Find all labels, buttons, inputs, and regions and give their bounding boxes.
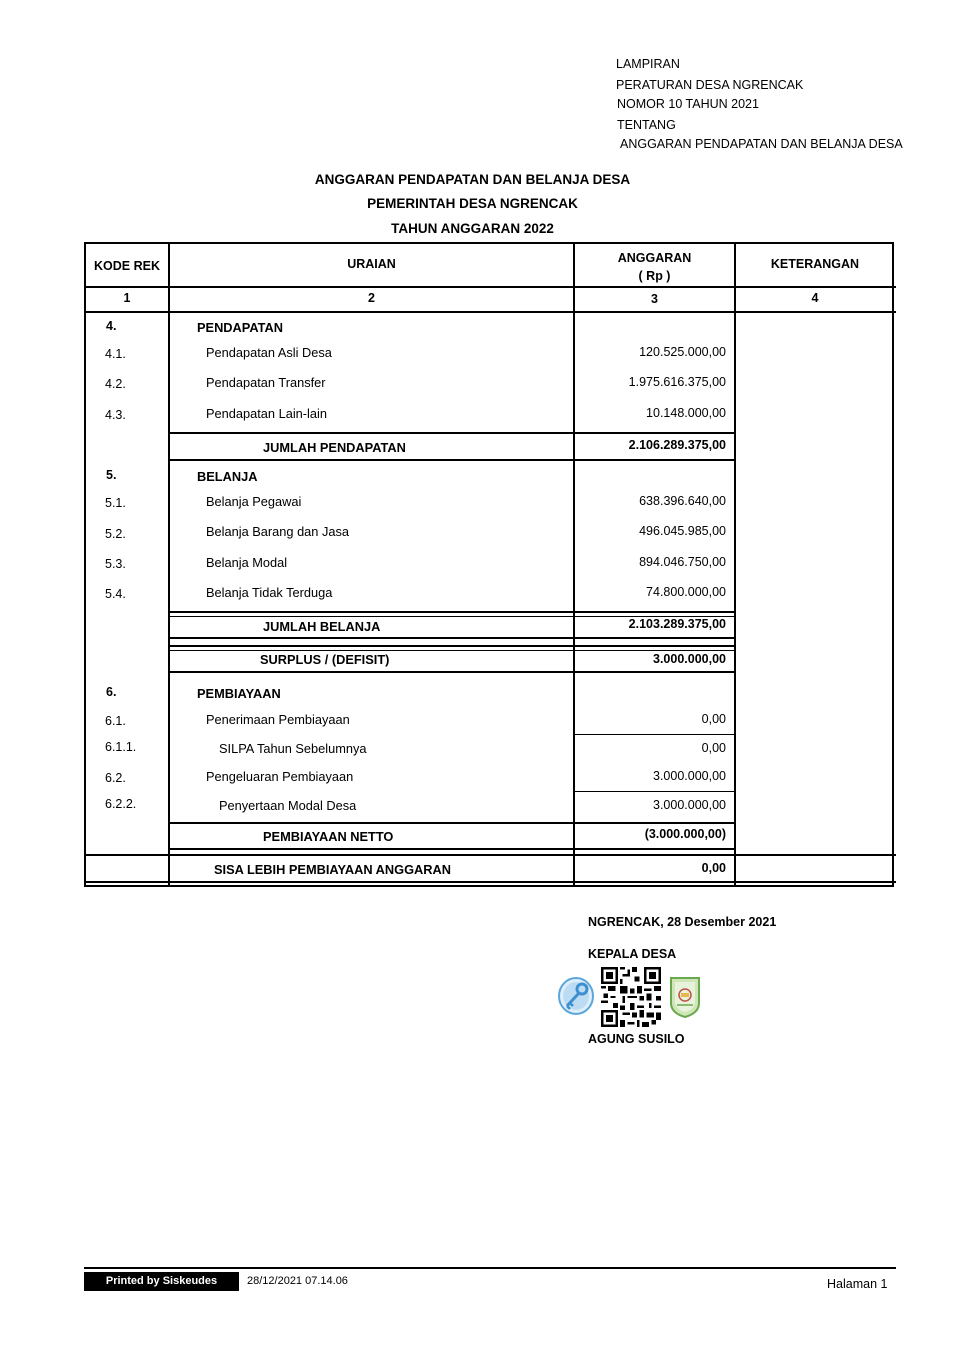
table-divider — [170, 459, 735, 461]
row-label: Pengeluaran Pembiayaan — [206, 769, 354, 784]
section-label: PEMBIAYAAN — [197, 686, 281, 701]
table-divider — [575, 791, 735, 792]
section-label: BELANJA — [197, 469, 258, 484]
row-label: SILPA Tahun Sebelumnya — [219, 741, 367, 756]
printed-by-label: Printed by Siskeudes — [84, 1272, 239, 1291]
row-label: Pendapatan Transfer — [206, 375, 326, 390]
column-number: 4 — [811, 291, 819, 305]
document-title: ANGGARAN PENDAPATAN DAN BELANJA DESA — [314, 172, 631, 187]
row-value: 0,00 — [701, 741, 726, 755]
table-divider — [170, 645, 735, 647]
table-divider — [84, 854, 896, 856]
table-divider — [170, 822, 735, 824]
row-label: Belanja Barang dan Jasa — [206, 524, 350, 539]
document-subtitle: PEMERINTAH DESA NGRENCAK — [367, 196, 578, 211]
surplus-value: 3.000.000,00 — [653, 652, 726, 666]
section-code: 4. — [106, 319, 117, 333]
seal-icon — [557, 976, 595, 1016]
total-value: 2.106.289.375,00 — [628, 438, 726, 452]
row-value: 120.525.000,00 — [639, 345, 726, 359]
table-divider — [84, 286, 896, 288]
row-value: 10.148.000,00 — [646, 406, 726, 420]
section-label: PENDAPATAN — [197, 320, 284, 335]
table-divider — [170, 637, 735, 639]
page-number: Halaman 1 — [827, 1277, 888, 1291]
header-uraian: URAIAN — [347, 257, 396, 271]
row-value: 3.000.000,00 — [653, 798, 726, 812]
row-label: Pendapatan Asli Desa — [206, 345, 332, 360]
qr-code-icon — [601, 967, 661, 1027]
row-code: 6.1. — [105, 714, 126, 728]
row-code: 6.1.1. — [105, 740, 137, 754]
row-value: 0,00 — [701, 712, 726, 726]
row-code: 6.2.2. — [105, 797, 137, 811]
row-label: Belanja Modal — [206, 555, 288, 570]
table-divider — [170, 650, 735, 651]
lampiran-line: LAMPIRAN — [616, 57, 680, 71]
total-value: (3.000.000,00) — [644, 827, 726, 841]
row-value: 74.800.000,00 — [646, 585, 726, 599]
column-number: 1 — [123, 291, 131, 305]
header-kode-rek: KODE REK — [94, 259, 160, 273]
print-timestamp: 28/12/2021 07.14.06 — [247, 1275, 348, 1287]
header-keterangan: KETERANGAN — [770, 257, 860, 271]
lampiran-line: PERATURAN DESA NGRENCAK — [616, 78, 804, 92]
table-divider — [170, 432, 735, 434]
total-value: 2.103.289.375,00 — [628, 617, 726, 631]
total-label: JUMLAH PENDAPATAN — [263, 440, 406, 455]
total-label: JUMLAH BELANJA — [263, 619, 381, 634]
row-code: 4.2. — [105, 377, 126, 391]
row-label: Belanja Pegawai — [206, 494, 302, 509]
total-label: PEMBIAYAAN NETTO — [263, 829, 394, 844]
signature-place-date: NGRENCAK, 28 Desember 2021 — [588, 915, 777, 929]
section-code: 5. — [106, 468, 117, 482]
table-divider — [170, 611, 735, 613]
document-year: TAHUN ANGGARAN 2022 — [391, 221, 554, 236]
header-anggaran: ANGGARAN — [617, 251, 692, 265]
row-value: 1.975.616.375,00 — [628, 375, 726, 389]
lampiran-line: ANGGARAN PENDAPATAN DAN BELANJA DESA — [620, 137, 903, 151]
row-label: Penyertaan Modal Desa — [219, 798, 357, 813]
table-divider — [170, 848, 735, 850]
row-code: 5.2. — [105, 527, 126, 541]
header-anggaran-unit: ( Rp ) — [638, 269, 671, 283]
surplus-label: SURPLUS / (DEFISIT) — [260, 652, 390, 667]
row-code: 5.1. — [105, 496, 126, 510]
row-label: Pendapatan Lain-lain — [206, 406, 327, 421]
row-value: 496.045.985,00 — [639, 524, 726, 538]
row-value: 638.396.640,00 — [639, 494, 726, 508]
row-code: 4.3. — [105, 408, 126, 422]
signature-role: KEPALA DESA — [588, 947, 677, 961]
regency-emblem-icon — [668, 975, 702, 1019]
row-code: 6.2. — [105, 771, 126, 785]
row-label: Belanja Tidak Terduga — [206, 585, 333, 600]
lampiran-line: TENTANG — [617, 118, 676, 132]
row-label: Penerimaan Pembiayaan — [206, 712, 350, 727]
table-divider — [168, 242, 170, 887]
signature-name: AGUNG SUSILO — [588, 1032, 685, 1046]
column-number: 3 — [651, 292, 658, 306]
row-code: 5.3. — [105, 557, 126, 571]
table-divider — [170, 671, 735, 673]
column-number: 2 — [368, 291, 375, 305]
table-divider — [575, 734, 735, 735]
section-code: 6. — [106, 685, 117, 699]
table-divider — [84, 881, 896, 883]
sisa-label: SISA LEBIH PEMBIAYAAN ANGGARAN — [214, 862, 451, 877]
lampiran-line: NOMOR 10 TAHUN 2021 — [617, 97, 759, 111]
table-divider — [84, 311, 896, 313]
sisa-value: 0,00 — [701, 861, 726, 875]
footer-rule — [84, 1267, 896, 1269]
row-code: 5.4. — [105, 587, 126, 601]
row-value: 3.000.000,00 — [653, 769, 726, 783]
row-code: 4.1. — [105, 347, 126, 361]
row-value: 894.046.750,00 — [639, 555, 726, 569]
